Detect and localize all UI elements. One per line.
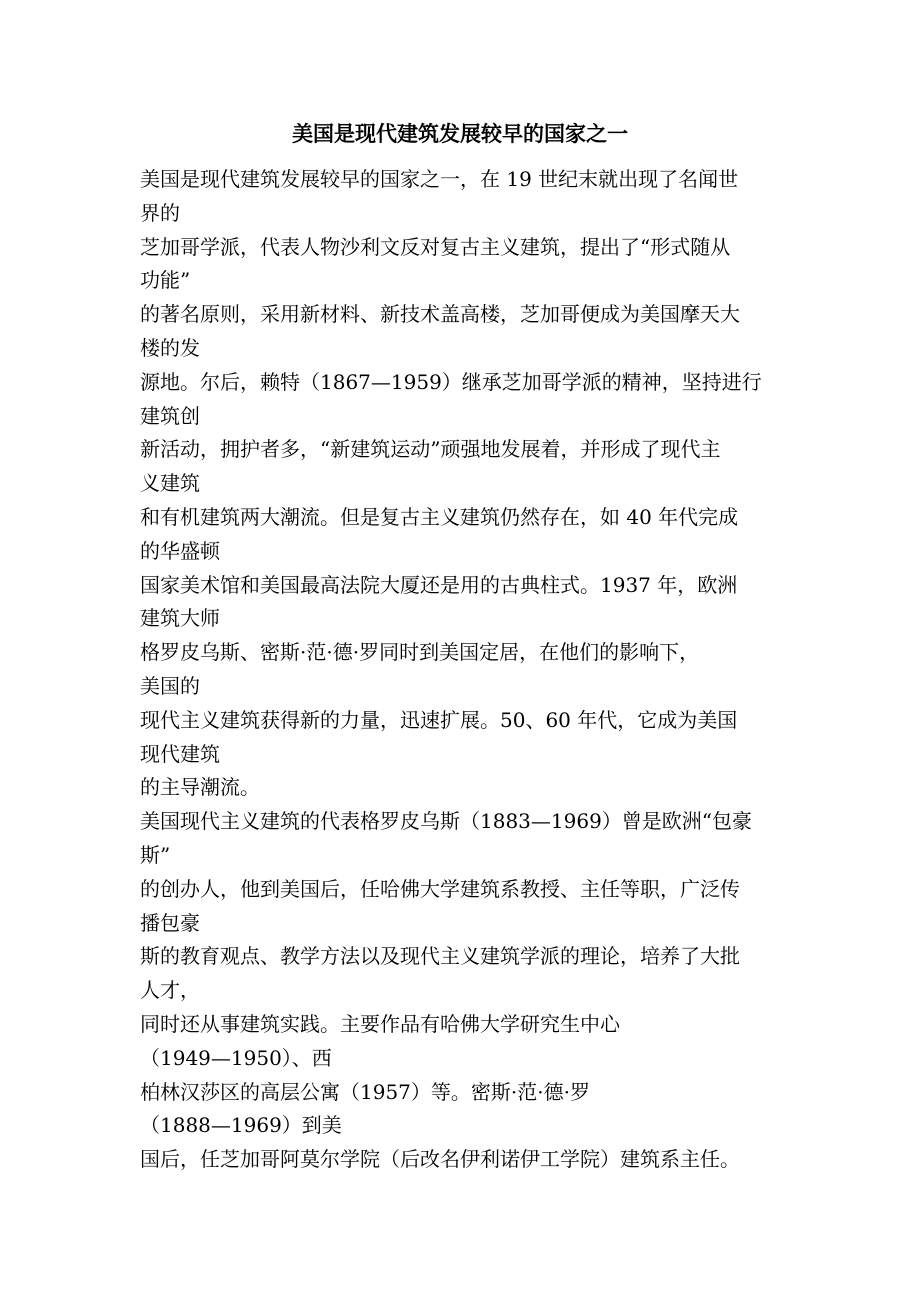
text-line: 新活动，拥护者多，“新建筑运动”顽强地发展着，并形成了现代主	[140, 437, 721, 462]
text-line: 斯的教育观点、教学方法以及现代主义建筑学派的理论，培养了大批	[140, 944, 740, 969]
text-line: 义建筑	[140, 471, 200, 496]
text-line: 美国是现代建筑发展较早的国家之一，在 19 世纪末就出现了名闻世	[140, 167, 739, 191]
text-line: 现代建筑	[140, 741, 220, 766]
text-line: 人才，	[140, 978, 200, 1003]
text-line: 的创办人，他到美国后，任哈佛大学建筑系教授、主任等职，广泛传	[140, 876, 740, 901]
text-line: 播包豪	[140, 910, 200, 935]
text-line: 楼的发	[140, 335, 200, 360]
text-line: 功能”	[140, 268, 191, 293]
text-line: 建筑创	[140, 403, 200, 428]
text-line: 的主导潮流。	[140, 775, 260, 800]
text-line: 的著名原则，采用新材料、新技术盖高楼，芝加哥便成为美国摩天大	[140, 302, 740, 327]
document-body	[140, 163, 800, 1177]
document-title: 美国是现代建筑发展较早的国家之一	[292, 121, 628, 146]
text-line: 芝加哥学派，代表人物沙利文反对复古主义建筑，提出了“形式随从	[140, 234, 731, 259]
text-line: （1888—1969）到美	[140, 1113, 342, 1138]
text-line: 柏林汉莎区的高层公寓（1957）等。密斯·范·德·罗	[140, 1079, 590, 1104]
text-line: 国后，任芝加哥阿莫尔学院（后改名伊利诺伊工学院）建筑系主任。	[140, 1147, 740, 1172]
text-line: 美国现代主义建筑的代表格罗皮乌斯（1883—1969）曾是欧洲“包豪	[140, 809, 753, 834]
text-line: 国家美术馆和美国最高法院大厦还是用的古典柱式。1937 年，欧洲	[140, 572, 738, 597]
text-line: 同时还从事建筑实践。主要作品有哈佛大学研究生中心	[140, 1011, 620, 1036]
text-line: 现代主义建筑获得新的力量，迅速扩展。50、60 年代，它成为美国	[140, 707, 738, 732]
text-line: 建筑大师	[140, 606, 220, 631]
text-line: 源地。尔后，赖特（1867—1959）继承芝加哥学派的精神，坚持进行	[140, 369, 762, 394]
text-line: 格罗皮乌斯、密斯·范·德·罗同时到美国定居，在他们的影响下，	[140, 640, 700, 665]
text-line: 界的	[140, 200, 180, 225]
text-line: 的华盛顿	[140, 538, 220, 563]
text-line: 和有机建筑两大潮流。但是复古主义建筑仍然存在，如 40 年代完成	[140, 504, 739, 529]
text-line: 斯”	[140, 842, 171, 867]
text-line: （1949—1950）、西	[140, 1045, 332, 1070]
text-line: 美国的	[140, 673, 200, 698]
